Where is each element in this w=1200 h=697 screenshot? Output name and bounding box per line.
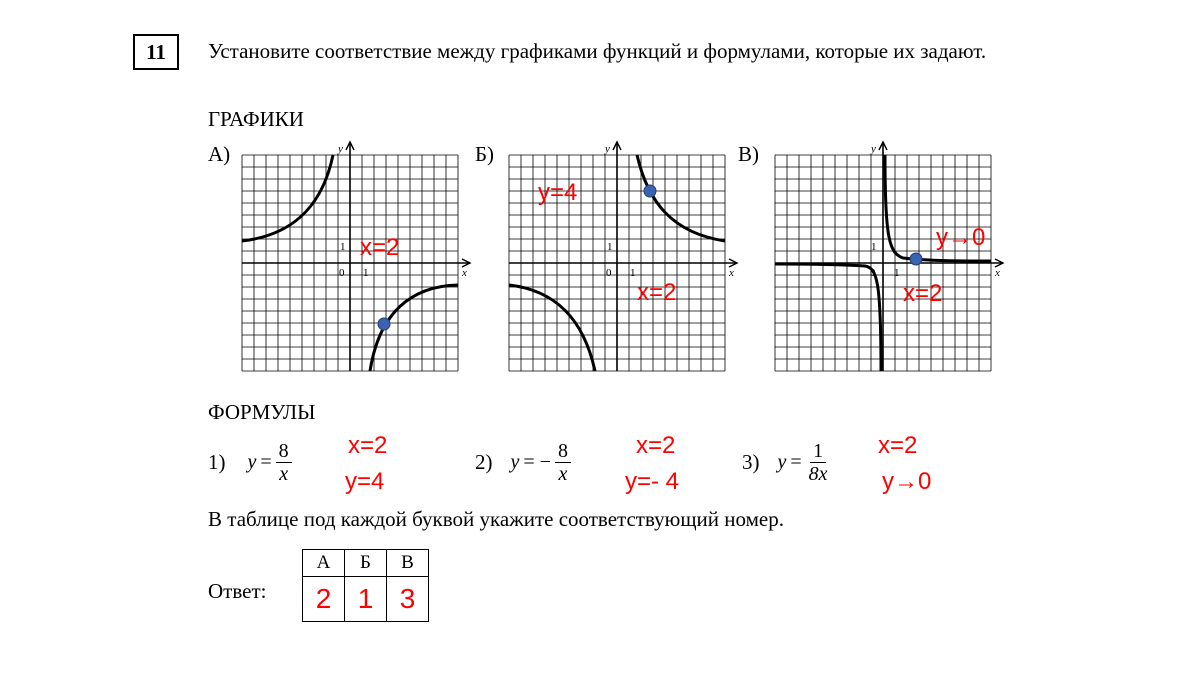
formula-1-denominator: x bbox=[279, 463, 289, 485]
tick-y-1: 1 bbox=[340, 241, 346, 253]
formula-3-fraction bbox=[806, 440, 831, 485]
tick-x-1: 1 bbox=[894, 267, 900, 279]
tick-x-1: 1 bbox=[363, 267, 369, 279]
formula-3-denominator: 8x bbox=[808, 463, 828, 485]
graph-v-note-1: y→0 bbox=[936, 224, 986, 251]
branch-left bbox=[242, 155, 333, 241]
formula-3-number: 3) bbox=[742, 450, 760, 474]
axis-y-label: y bbox=[605, 143, 610, 155]
task-statement: Установите соответствие между графиками функций и формулами, которые их задают. bbox=[208, 39, 987, 63]
formula-1-note-1: x=2 bbox=[348, 432, 388, 459]
answer-header-a: А bbox=[303, 550, 345, 577]
formula-3-note-2: y→0 bbox=[882, 468, 932, 495]
axis-y-label: y bbox=[871, 143, 876, 155]
tick-y-1: 1 bbox=[607, 241, 613, 253]
formula-3-numerator: 1 bbox=[810, 440, 826, 463]
graph-v bbox=[769, 138, 1009, 374]
answer-header-b: Б bbox=[345, 550, 387, 577]
axis-x-label: x bbox=[729, 267, 734, 279]
axis-x-label: x bbox=[462, 267, 467, 279]
formula-1-sign: = bbox=[260, 451, 272, 473]
answer-cell-a[interactable]: 2 bbox=[303, 577, 345, 622]
formula-3-sign: = bbox=[790, 451, 802, 473]
formula-2-lhs: y bbox=[510, 451, 520, 473]
marker-point bbox=[910, 253, 922, 265]
formula-2-note-2: y=- 4 bbox=[625, 468, 680, 495]
formula-2-numerator: 8 bbox=[555, 440, 571, 463]
answer-table-wrap bbox=[302, 549, 429, 622]
marker-point bbox=[378, 318, 390, 330]
graph-a bbox=[236, 138, 476, 374]
graphs-heading: ГРАФИКИ bbox=[208, 107, 304, 131]
answer-label: Ответ: bbox=[208, 579, 267, 603]
formulas-heading: ФОРМУЛЫ bbox=[208, 400, 316, 424]
branch-right bbox=[637, 155, 725, 241]
tick-x-1: 1 bbox=[630, 267, 636, 279]
graph-b bbox=[503, 138, 743, 374]
formula-1-numerator: 8 bbox=[276, 440, 292, 463]
formula-2-sign: = − bbox=[523, 451, 551, 473]
answer-cell-v[interactable]: 3 bbox=[387, 577, 429, 622]
answer-values-row bbox=[303, 577, 429, 622]
origin-label: 0 bbox=[606, 267, 612, 279]
graph-b-note-2: x=2 bbox=[637, 279, 677, 306]
answer-table bbox=[302, 549, 429, 622]
formula-2-fraction bbox=[555, 440, 571, 485]
graph-v-label: В) bbox=[738, 142, 759, 166]
answer-header-row bbox=[303, 550, 429, 577]
formula-1-lhs: y bbox=[247, 451, 257, 473]
formula-2-denominator: x bbox=[558, 463, 568, 485]
task-number: 11 bbox=[133, 34, 179, 70]
branch-left bbox=[509, 285, 595, 371]
answer-cell-b[interactable]: 1 bbox=[345, 577, 387, 622]
formula-2-number: 2) bbox=[475, 450, 493, 474]
tick-y-1: 1 bbox=[871, 241, 877, 253]
graph-b-note-1: y=4 bbox=[538, 179, 578, 206]
formula-3-lhs: y bbox=[777, 451, 787, 473]
origin-label: 0 bbox=[870, 267, 876, 279]
formula-2-note-1: x=2 bbox=[636, 432, 676, 459]
graph-a-label: А) bbox=[208, 142, 231, 166]
axis-x-label: x bbox=[995, 267, 1000, 279]
graph-a-note-1: x=2 bbox=[360, 234, 400, 261]
formula-3-note-1: x=2 bbox=[878, 432, 918, 459]
formula-1 bbox=[208, 440, 292, 485]
formula-1-note-2: y=4 bbox=[345, 468, 385, 495]
answer-header-v: В bbox=[387, 550, 429, 577]
marker-point bbox=[644, 185, 656, 197]
origin-label: 0 bbox=[339, 267, 345, 279]
formula-2 bbox=[475, 440, 571, 485]
formula-1-number: 1) bbox=[208, 450, 226, 474]
graph-b-label: Б) bbox=[475, 142, 495, 166]
graph-v-note-2: x=2 bbox=[903, 280, 943, 307]
instruction: В таблице под каждой буквой укажите соответствующий номер. bbox=[208, 507, 784, 531]
axis-y-label: y bbox=[338, 143, 343, 155]
formula-1-fraction bbox=[276, 440, 292, 485]
branch-left bbox=[775, 264, 881, 371]
formula-3 bbox=[742, 440, 831, 485]
